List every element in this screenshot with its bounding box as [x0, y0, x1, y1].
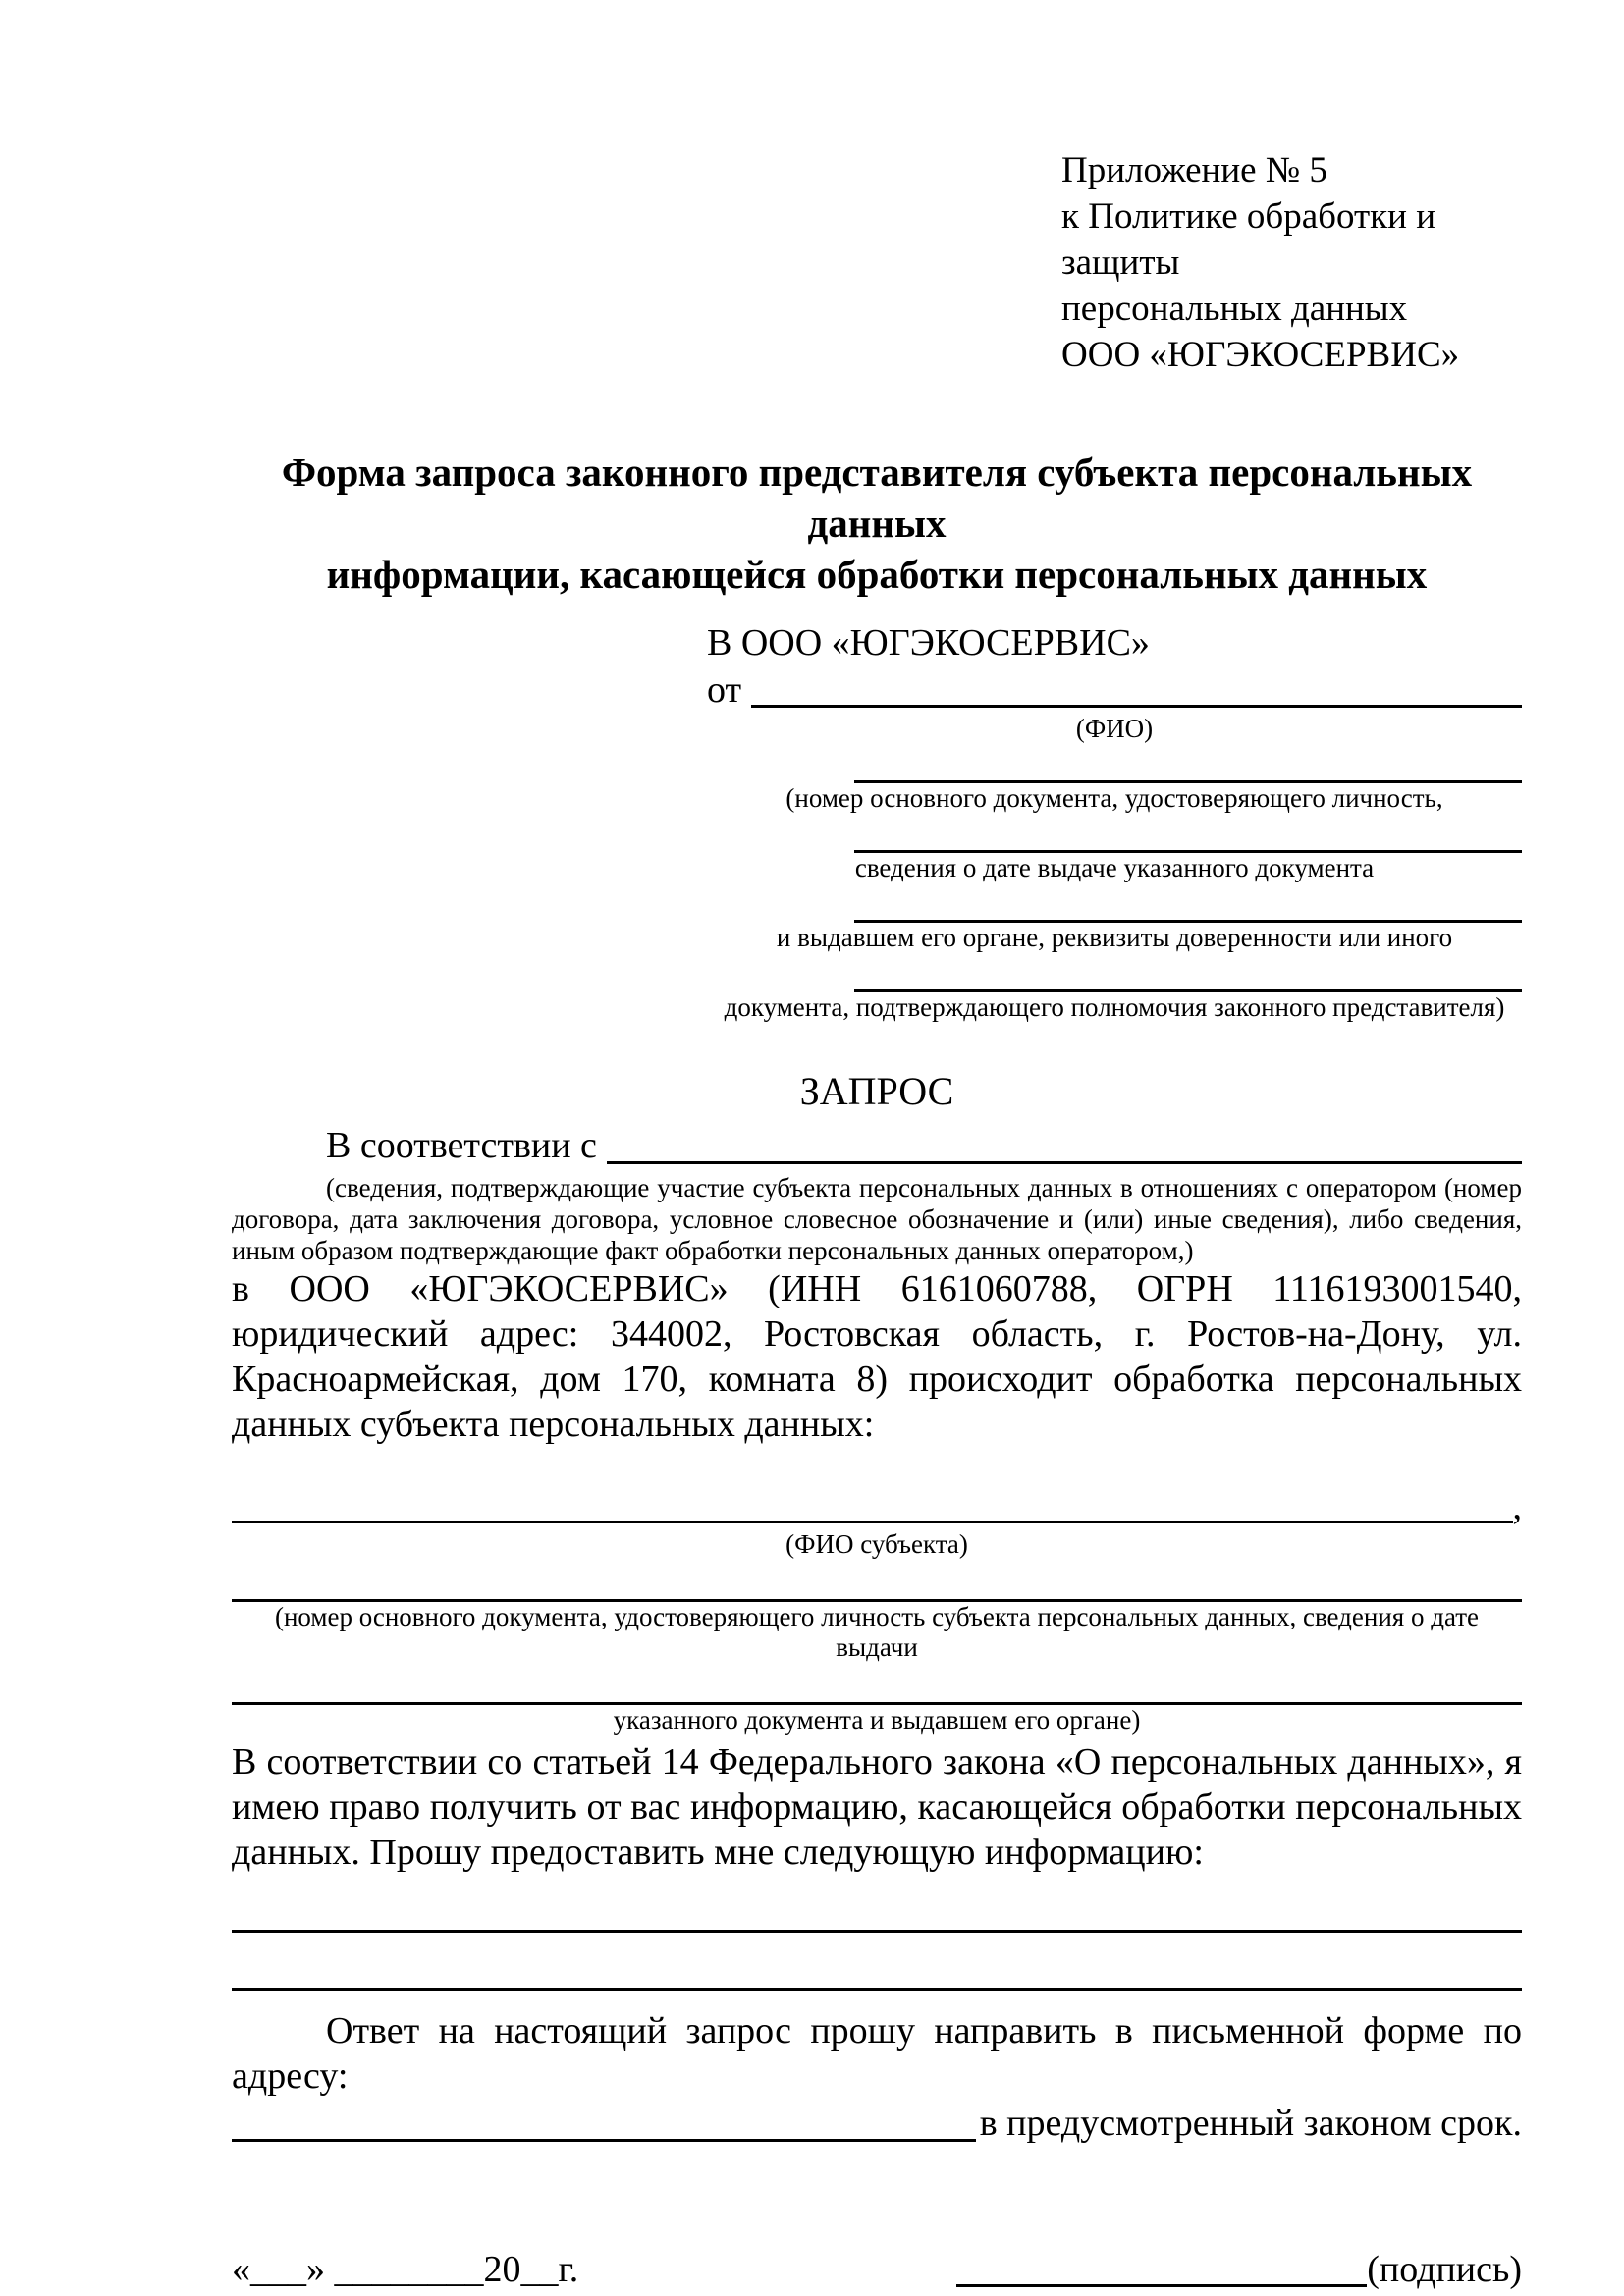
appendix-line: к Политике обработки и защиты	[1061, 196, 1436, 283]
appendix-line: ООО «ЮГЭКОСЕРВИС»	[1061, 335, 1460, 375]
form-title-line-1: Форма запроса законного представителя субъекта персональных данных	[281, 450, 1473, 546]
subject-fio-row	[232, 1484, 1522, 1529]
info-blank-line-2	[232, 1933, 1522, 1991]
subject-document-blank-line-2	[232, 1663, 1522, 1705]
accordance-label: В соответствии с	[326, 1125, 597, 1166]
answer-tail: в предусмотренный законом срок.	[979, 2103, 1522, 2144]
form-title	[232, 447, 1522, 600]
accordance-blank-line	[607, 1161, 1522, 1164]
fio-caption: (ФИО)	[1075, 714, 1154, 743]
issue-date-blank-line	[854, 814, 1522, 853]
fio-blank-line	[751, 705, 1522, 708]
subject-fio-blank-line	[232, 1521, 1513, 1523]
date-signature-row	[232, 2246, 1522, 2293]
authority-document-blank-line	[854, 953, 1522, 992]
subject-document-caption-2: указанного документа и выдавшем его органе)	[613, 1705, 1141, 1735]
answer-address-row	[232, 2099, 1522, 2148]
address-blank-line	[232, 2139, 976, 2142]
answer-sentence: Ответ на настоящий запрос прошу направить в письменной форме по адресу:	[232, 2010, 1522, 2097]
small-print-note: (сведения, подтверждающие участие субъекта персональных данных в отношениях с оператором (номер договора, дата заключения договора, условное словесное обозначение и (или) иные сведения), либо сведения, иным образом подтверждающие факт обработки персональных данных оператором,)	[232, 1173, 1522, 1265]
field-caption: сведения о дате выдаче указанного документа	[854, 853, 1375, 882]
date-blank: «___» ________20__г.	[232, 2249, 579, 2290]
field-caption: и выдавшем его органе, реквизиты доверенности или иного	[776, 923, 1453, 952]
law-paragraph: В соответствии со статьей 14 Федерального закона «О персональных данных», я имею право получить от вас информацию, касающейся обработки персональных данных. Прошу предоставить мне следующую информацию:	[232, 1741, 1522, 1873]
field-caption: документа, подтверждающего полномочия законного представителя)	[724, 992, 1505, 1022]
document-number-blank-line	[854, 744, 1522, 783]
subject-document-caption-1: (номер основного документа, удостоверяющего личность субъекта персональных данных, сведения о дате выдачи	[274, 1602, 1480, 1662]
accordance-row	[232, 1121, 1522, 1170]
form-title-line-2: информации, касающейся обработки персональных данных	[326, 552, 1428, 597]
signature-caption: (подпись)	[1367, 2249, 1522, 2290]
addressee-block	[707, 619, 1522, 1023]
operator-paragraph: в ООО «ЮГЭКОСЕРВИС» (ИНН 6161060788, ОГРН 1116193001540, юридический адрес: 344002, Ростовская область, г. Ростов-на-Дону, ул. Красноармейская, дом 170, комната 8) происходит обработка персональных данных субъекта персональных данных:	[232, 1268, 1522, 1445]
info-blank-line-1	[232, 1875, 1522, 1933]
from-label: от	[707, 669, 742, 711]
appendix-line: персональных данных	[1061, 289, 1408, 329]
subject-document-blank-line	[232, 1560, 1522, 1602]
from-row	[707, 667, 1522, 714]
signature-group	[956, 2246, 1522, 2293]
request-heading: ЗАПРОС	[799, 1069, 954, 1113]
subject-fio-caption: (ФИО субъекта)	[785, 1529, 968, 1559]
appendix-line: Приложение № 5	[1061, 150, 1327, 190]
signature-blank-line	[956, 2284, 1367, 2287]
field-caption: (номер основного документа, удостоверяющего личность,	[785, 783, 1443, 813]
issuing-authority-blank-line	[854, 883, 1522, 923]
trailing-comma: ,	[1512, 1486, 1522, 1527]
recipient-line: В ООО «ЮГЭКОСЕРВИС»	[707, 622, 1150, 664]
appendix-block	[1061, 147, 1522, 378]
